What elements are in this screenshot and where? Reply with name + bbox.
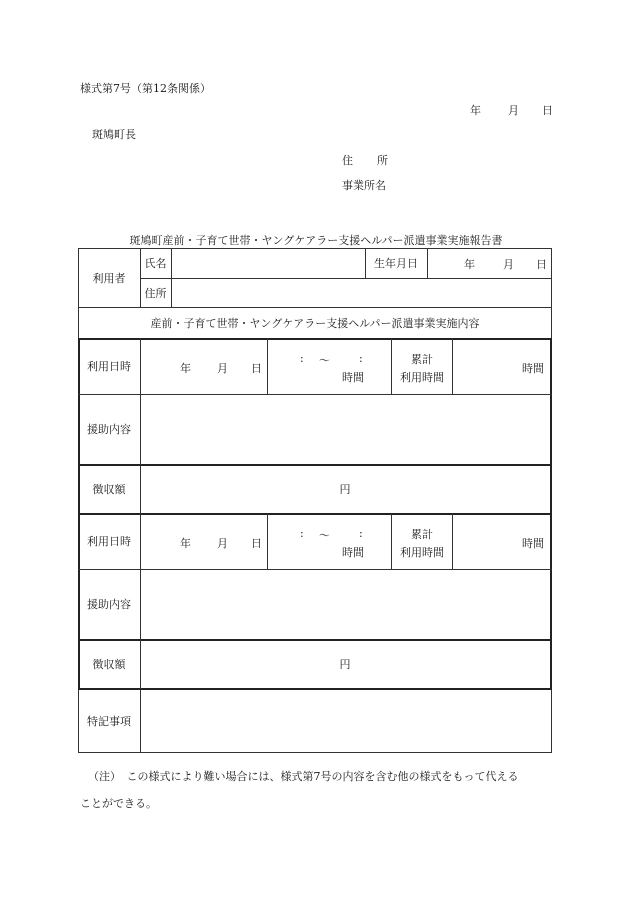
report-form-table: [78, 248, 552, 753]
fee-label: 徴収額: [92, 483, 126, 496]
record-2-cumulative-divider: [452, 513, 453, 569]
usage-date-month: 月: [217, 362, 228, 375]
support-content-field[interactable]: [141, 395, 549, 463]
user-section-label: 利用者: [92, 271, 126, 285]
record-1-top: [78, 338, 552, 340]
record-1-date-divider: [267, 338, 268, 394]
border-bottom: [78, 752, 552, 753]
usage-date-month: 月: [217, 537, 228, 550]
usage-date-day: 日: [251, 537, 262, 550]
address-label: [342, 152, 388, 168]
office-name-label: 事業所名: [342, 179, 386, 192]
address-field-label: 住所: [144, 286, 167, 300]
date-month-label: 月: [508, 104, 519, 117]
record-1-cumulative-divider: [452, 338, 453, 394]
addressee: 斑鳩町長: [92, 128, 136, 141]
start-time-colon: :: [300, 527, 304, 540]
note-line-1: （注） この様式により難い場合には、様式第7号の内容を含む他の様式をもって代える: [88, 770, 519, 783]
address-label-char-2: 所: [377, 154, 388, 167]
support-content-label: 援助内容: [87, 598, 131, 611]
record-2-right: [550, 513, 552, 689]
fee-label: 徴収額: [92, 658, 126, 671]
support-content-label: 援助内容: [87, 423, 131, 436]
birthdate-label: 生年月日: [374, 257, 418, 270]
special-notes-label: 特記事項: [87, 715, 131, 728]
special-notes-field[interactable]: [141, 690, 550, 752]
content-heading: 産前・子育て世帯・ヤングケアラー支援ヘルパー派遣事業実施内容: [150, 316, 480, 330]
record-2-date-divider: [267, 513, 268, 569]
record-1-right: [550, 338, 552, 514]
note-line-2: ことができる。: [80, 797, 157, 810]
cumulative-label-line-1: 累計: [411, 353, 433, 366]
cumulative-label-line-1: 累計: [411, 528, 433, 541]
start-time-colon: :: [300, 352, 304, 365]
date-year-label: 年: [470, 104, 481, 117]
duration-hours-label: 時間: [342, 371, 364, 384]
address-field[interactable]: [172, 279, 550, 306]
time-range-tilde: 〜: [319, 529, 330, 542]
time-range-tilde: 〜: [319, 354, 330, 367]
address-label-char-1: 住: [342, 154, 353, 167]
duration-hours-label: 時間: [342, 546, 364, 559]
usage-date-label: 利用日時: [87, 360, 131, 373]
birthdate-divider: [427, 248, 428, 278]
usage-date-year: 年: [180, 362, 191, 375]
name-label: 氏名: [144, 257, 167, 270]
birthdate-month: 月: [503, 258, 514, 271]
form-number: 様式第7号（第12条関係）: [80, 82, 211, 95]
fee-yen-unit[interactable]: 円: [339, 658, 351, 671]
record-2-time-divider: [391, 513, 392, 569]
cumulative-label-line-2: 利用時間: [400, 546, 444, 559]
document-title: 斑鳩町産前・子育て世帯・ヤングケアラー支援ヘルパー派遣事業実施報告書: [129, 234, 503, 247]
cumulative-hours-label: 時間: [522, 537, 544, 550]
birthdate-year: 年: [464, 258, 475, 271]
record-1-time-divider: [391, 338, 392, 394]
usage-date-day: 日: [251, 362, 262, 375]
cumulative-label-line-2: 利用時間: [400, 371, 444, 384]
support-content-field[interactable]: [141, 570, 549, 638]
end-time-colon: :: [359, 527, 363, 540]
end-time-colon: :: [359, 352, 363, 365]
birthdate-day: 日: [536, 258, 547, 271]
date-day-label: 日: [542, 104, 553, 117]
cumulative-hours-label: 時間: [522, 362, 544, 375]
name-field[interactable]: [172, 249, 364, 277]
fee-yen-unit[interactable]: 円: [339, 483, 351, 496]
usage-date-year: 年: [180, 537, 191, 550]
usage-date-label: 利用日時: [87, 535, 131, 548]
